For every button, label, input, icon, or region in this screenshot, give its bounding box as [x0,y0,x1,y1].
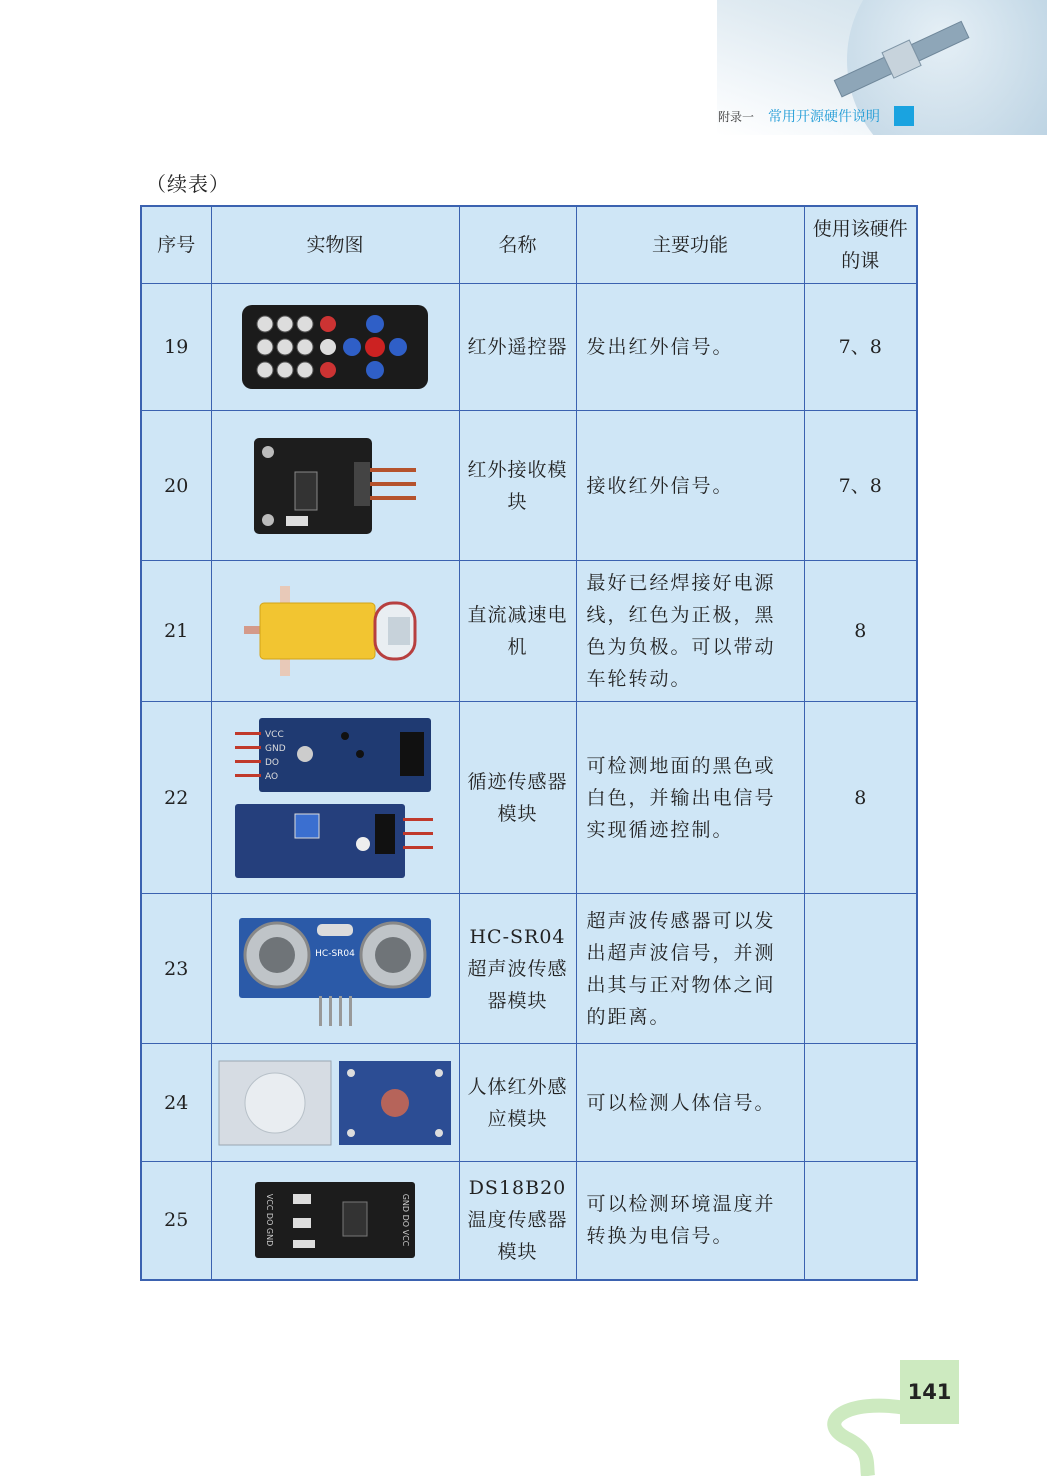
table-row [141,1162,917,1280]
ds18b20-module-image [253,1180,417,1260]
row-name: 循迹传感器模块 [459,702,576,894]
header-name: 名称 [459,206,576,284]
row-number: 21 [141,561,211,702]
row-number: 22 [141,702,211,894]
row-image-cell [211,702,459,894]
row-lessons [804,894,917,1044]
satellite-graphic [827,15,977,105]
table-row [141,561,917,702]
pin-label: GND DO VCC [401,1193,410,1247]
row-name: 人体红外感应模块 [459,1044,576,1162]
row-number: 19 [141,284,211,411]
ir-receiver-module-image [250,434,420,538]
row-image-cell [211,411,459,561]
ultrasonic-sensor-image [237,910,433,1028]
header-accent-block [894,106,914,126]
pin-label: AO [265,771,279,782]
row-function: 可以检测人体信号。 [576,1044,804,1162]
row-lessons: 7、8 [804,411,917,561]
row-image-cell [211,561,459,702]
header-function: 主要功能 [576,206,804,284]
row-number: 24 [141,1044,211,1162]
row-number: 20 [141,411,211,561]
row-image-cell [211,894,459,1044]
row-function: 可检测地面的黑色或白色，并输出电信号实现循迹控制。 [576,702,804,894]
table-row [141,894,917,1044]
row-function: 超声波传感器可以发出超声波信号，并测出其与正对物体之间的距离。 [576,894,804,1044]
row-name: 红外遥控器 [459,284,576,411]
table-row [141,1044,917,1162]
row-name: 直流减速电机 [459,561,576,702]
row-lessons [804,1044,917,1162]
page-number: 141 [900,1360,959,1424]
table-row [141,702,917,894]
continued-label: （续表） [146,172,230,196]
row-lessons: 8 [804,561,917,702]
row-name: DS18B20温度传感器模块 [459,1162,576,1280]
row-name: 红外接收模块 [459,411,576,561]
row-function: 可以检测环境温度并转换为电信号。 [576,1162,804,1280]
table-header-row [141,206,917,284]
row-lessons: 7、8 [804,284,917,411]
dc-gear-motor-image [240,581,430,681]
row-image-cell [211,1162,459,1280]
row-number: 25 [141,1162,211,1280]
table-row [141,284,917,411]
header-appendix: 附录一 [718,109,755,124]
header-image: 实物图 [211,206,459,284]
pir-sensor-image [217,1059,453,1147]
running-header [718,106,914,126]
header-number: 序号 [141,206,211,284]
row-name: HC-SR04超声波传感器模块 [459,894,576,1044]
chip-label: HC-SR04 [315,948,355,959]
row-lessons: 8 [804,702,917,894]
row-function: 发出红外信号。 [576,284,804,411]
infrared-remote-image [240,302,430,392]
row-function: 最好已经焊接好电源线，红色为正极，黑色为负极。可以带动车轮转动。 [576,561,804,702]
line-tracking-sensor-image [235,714,435,882]
pin-label: VCC DO GND [265,1193,274,1247]
table-row [141,411,917,561]
row-number: 23 [141,894,211,1044]
row-lessons [804,1162,917,1280]
pin-label: GND [265,743,286,754]
row-image-cell [211,1044,459,1162]
header-title: 常用开源硬件说明 [768,109,881,125]
pin-label: DO [265,757,280,768]
pin-label: VCC [265,729,284,740]
hardware-table [140,205,918,1281]
header-lessons: 使用该硬件的课 [804,206,917,284]
row-function: 接收红外信号。 [576,411,804,561]
row-image-cell [211,284,459,411]
